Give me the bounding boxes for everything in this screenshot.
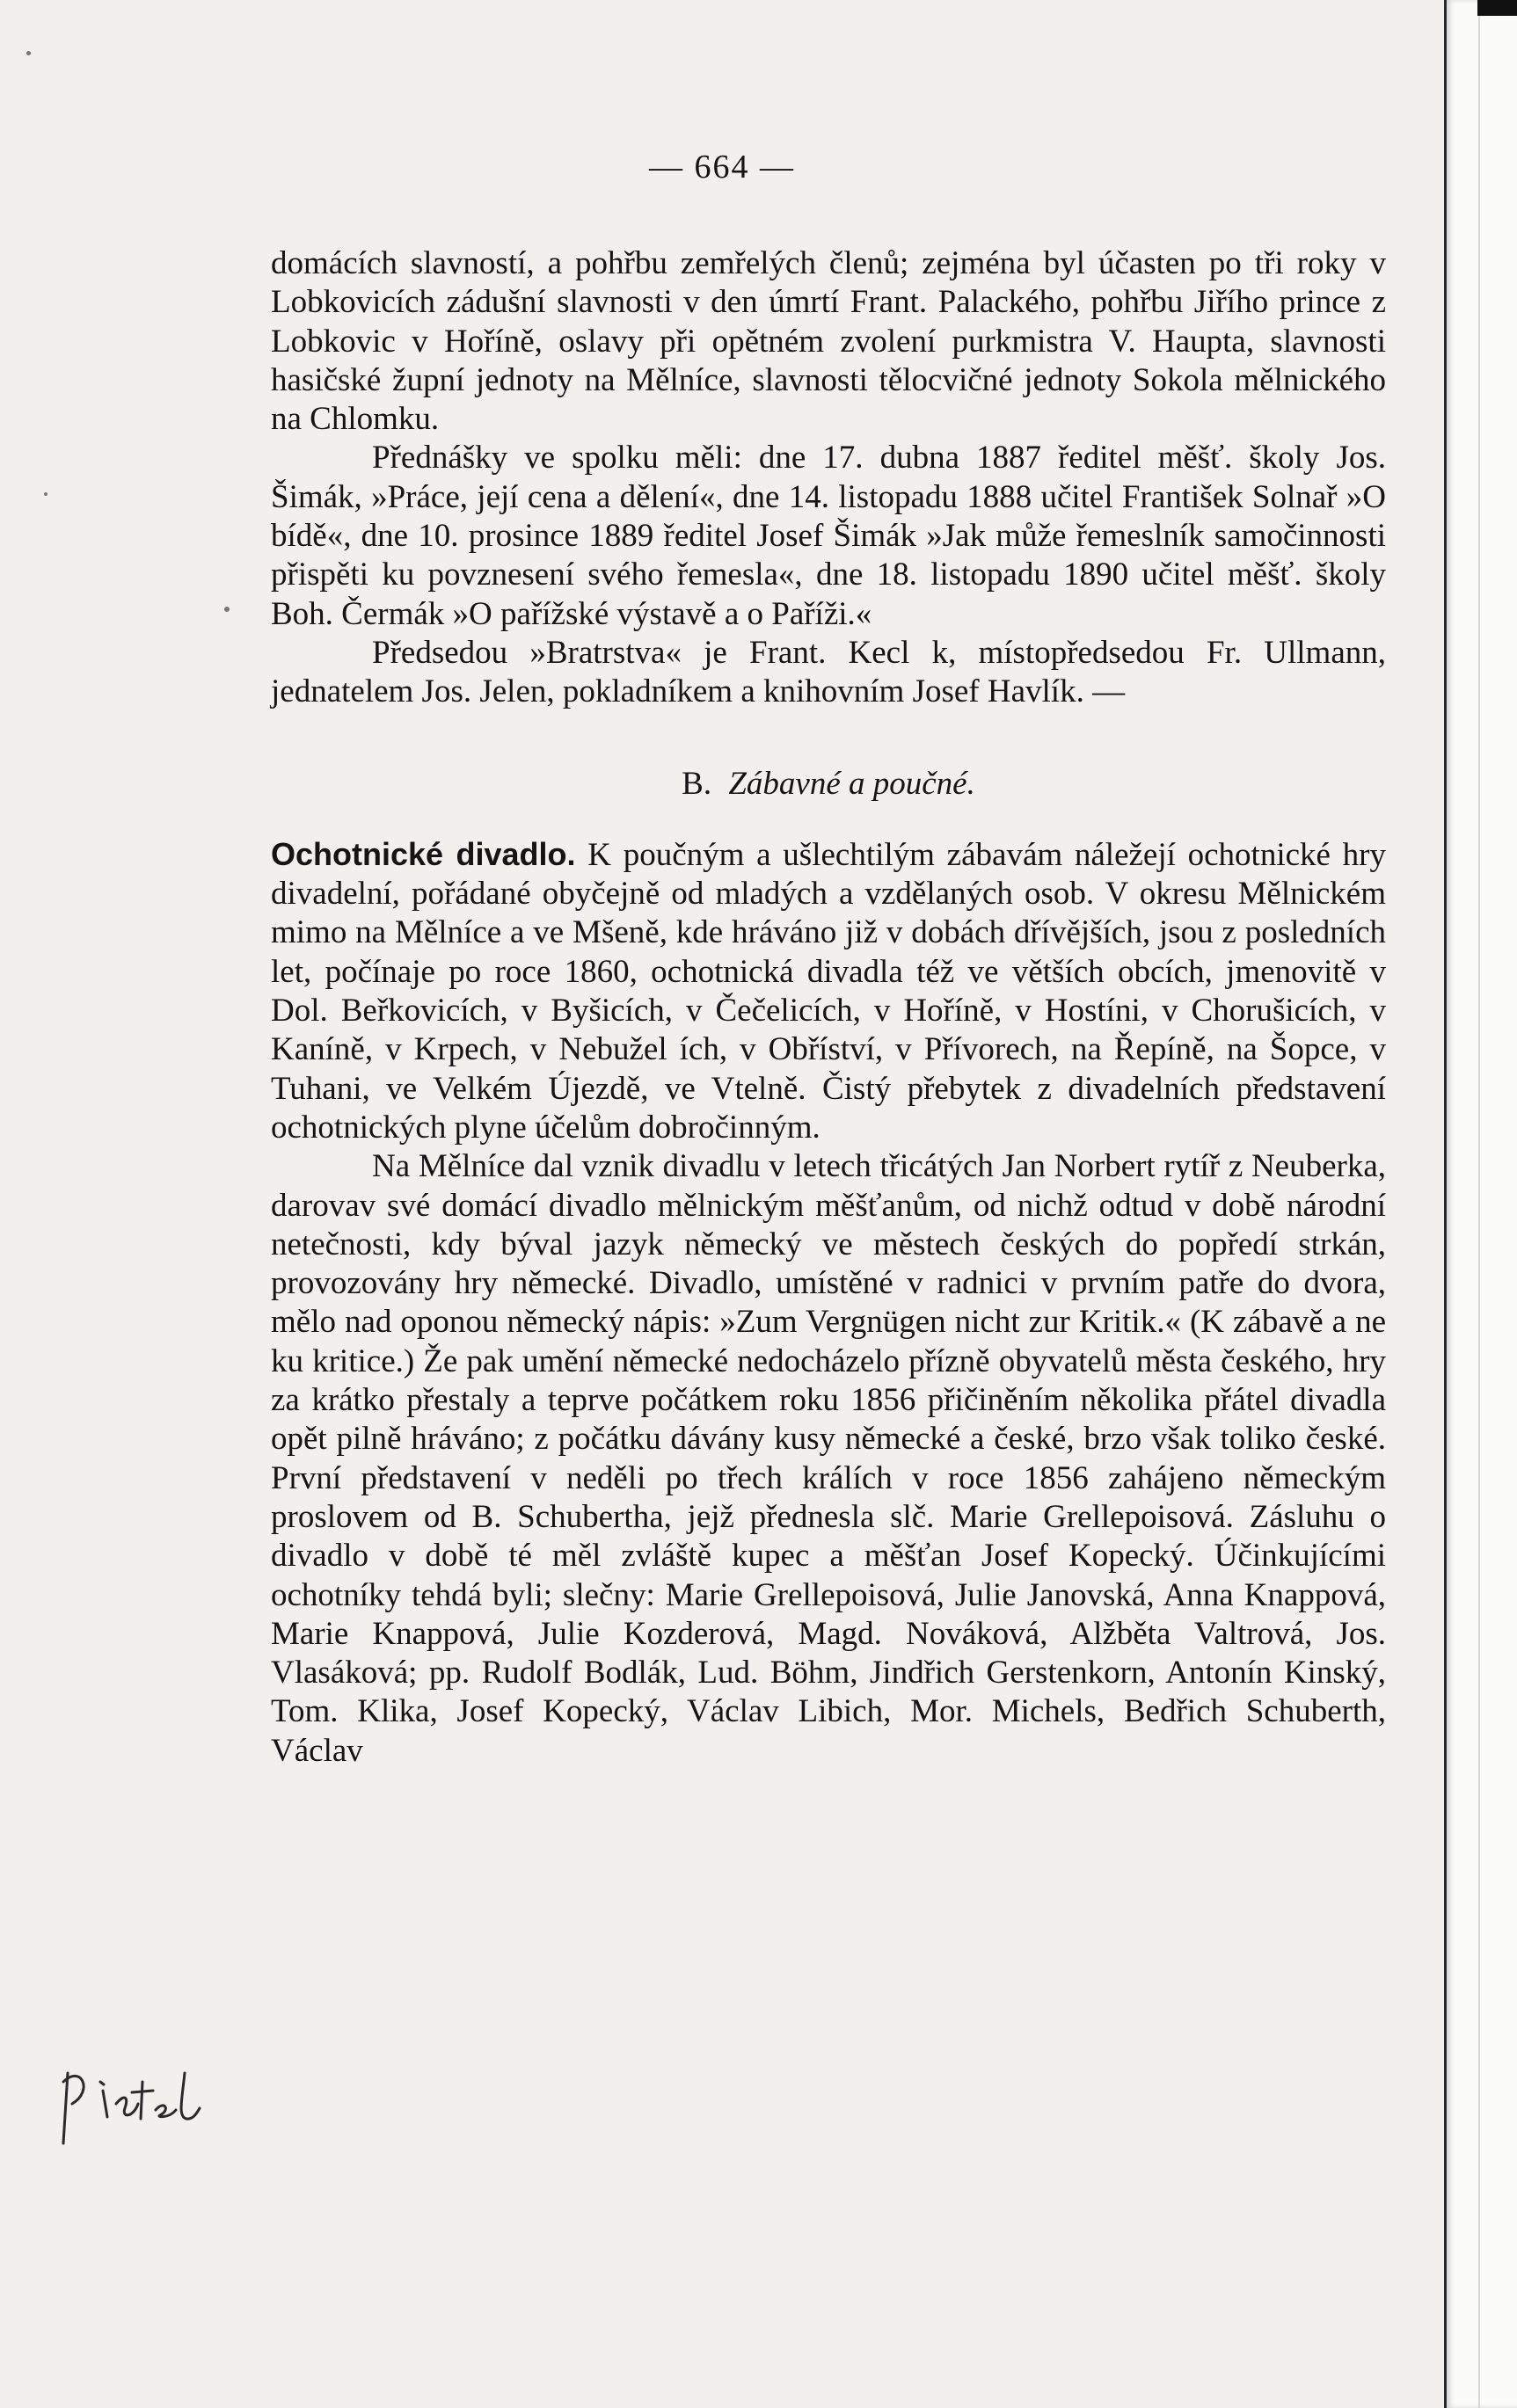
paragraph-5: Na Mělníce dal vznik divadlu v letech třicátých Jan Norbert rytíř z Neuberka, darovav své domácí divadlo mělnickým měšťanům, od nichž odtud v době národní netečnosti, kdy býval jazyk německý ve městech českých do popředí strkán, provozovány hry německé. Divadlo, umístěné v radnici v prvním patře do dvora, mělo nad oponou německý nápis: »Zum Vergnügen nicht zur Kritik.« (K zábavě a ne ku kritice.) Že pak umění německé nedocházelo přízně obyvatelů města českého, hry za krátko přestaly a teprve počátkem roku 1856 přičiněním několika přátel divadla opět pilně hráváno; z počátku dávány kusy německé a české, brzo však toliko české. První představení v neděli po třech králích v roce 1856 zahájeno německým proslovem od B. Schubertha, jejž přednesla slč. Marie Grellepoisová. Zásluhu o divadlo v době té měl zvláště kupec a měšťan Josef Kopecký. Účinkujícími ochotníky tehdá byli; slečny: Marie Grellepoisová, Julie Janovská, Anna Knappová, Marie Knappová, Julie Kozderová, Magd. Nováková, Alžběta Valtrová, Jos. Vlasáková; pp. Rudolf Bodlák, Lud. Böhm, Jindřich Gerstenkorn, Antonín Kinský, Tom. Klika, Josef Kopecký, Václav Libich, Mor. Michels, Bedřich Schuberth, Václav [271,1148,1386,1769]
paragraph-4-text: K poučným a ušlechtilým zábavám náležejí ochotnické hry divadelní, pořádané obyčejně od mladých a vzdělaných osob. V okresu Mělnickém mimo na Mělníce a ve Mšeně, kde hráváno již v dobách dřívějších, jsou z posledních let, počínaje po roce 1860, ochotnická divadla též ve větších obcích, jmenovitě v Dol. Beřkovicích, v Byšicích, v Čečelicích, v Hoříně, v Hostíni, v Chorušicích, v Kaníně, v Krpech, v Nebužel ích, v Obříství, v Přívorech, na Řepíně, na Šopce, v Tuhani, ve Velkém Újezdě, ve Vtelně. Čistý přebytek z divadelních představení ochotnických plyne účelům dobročinným. [271,836,1386,1146]
corner-scan-mark [1477,0,1517,16]
section-letter: B. [682,765,712,802]
paragraph-4 [271,835,1386,1147]
handwritten-margin-note [55,2055,266,2152]
paragraph-heading: Ochotnické divadlo. [271,835,576,872]
scan-speck [26,51,31,55]
paragraph-2: Přednášky ve spolku měli: dne 17. dubna 1887 ředitel měšť. školy Jos. Šimák, »Práce, její cena a dělení«, dne 14. listopadu 1888 učitel František Solnař »O bídě«, dne 10. prosince 1889 ředitel Josef Šimák »Jak může řemeslník samočinnosti přispěti ku povznesení svého řemesla«, dne 18. listopadu 1890 učitel měšť. školy Boh. Čermák »O pařížské výstavě a o Paříži.« [271,440,1386,632]
scan-speck [224,607,230,612]
paragraph-1: domácích slavností, a pohřbu zemřelých členů; zejména byl účasten po tři roky v Lobkovicích zádušní slavnosti v den úmrtí Frant. Palackého, pohřbu Jiřího prince z Lobkovic v Hoříně, oslavy při opětném zvolení purkmistra V. Haupta, slavnosti hasičské župní jednoty na Mělníce, slavnosti tělocvičné jednoty Sokola mělnického na Chlomku. [271,245,1386,438]
scan-speck [44,492,47,496]
section-title: Zábavné a poučné. [728,765,975,802]
page-edge-strip [1478,0,1480,2408]
handwritten-note-drawing [55,2055,266,2152]
section-heading [271,765,1386,804]
page-number: — 664 — [649,149,795,186]
page-edge-shadow [1444,0,1517,2408]
paragraph-3: Předsedou »Bratrstva« je Frant. Kecl k, místopředsedou Fr. Ullmann, jednatelem Jos. Jelen, pokladníkem a knihovním Josef Havlík. — [271,634,1386,710]
body-text [271,244,1386,1771]
